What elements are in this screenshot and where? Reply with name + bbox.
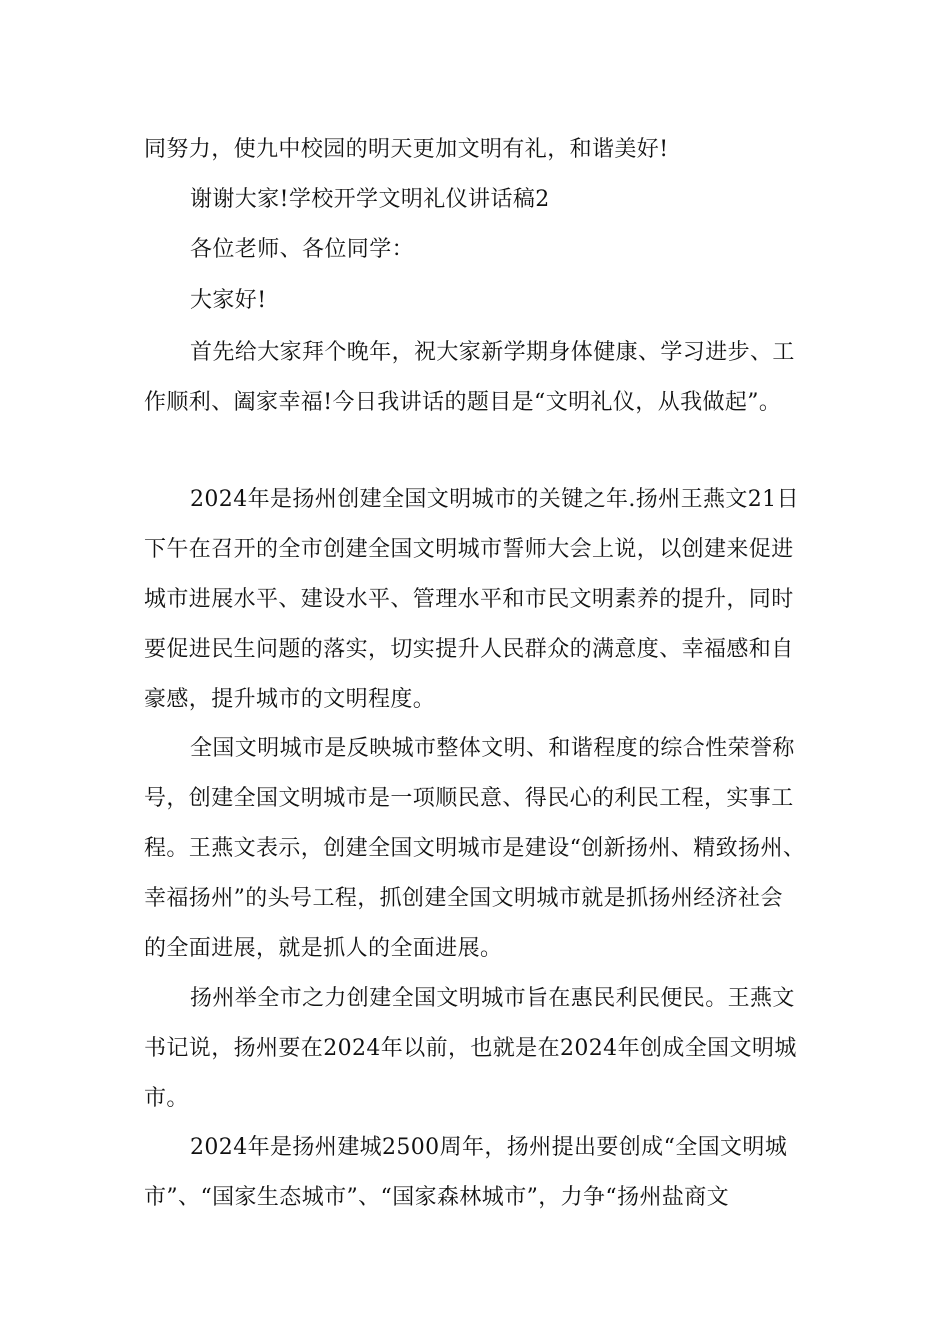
paragraph-line: 城市进展水平、建设水平、管理水平和市民文明素养的提升，同时 — [144, 587, 794, 612]
paragraph-line: 书记说，扬州要在2024年以前，也就是在2024年创成全国文明城 — [144, 1036, 797, 1061]
paragraph-line: 幸福扬州”的头号工程，抓创建全国文明城市就是抓扬州经济社会 — [144, 886, 783, 911]
paragraph-line: 市。 — [144, 1086, 189, 1111]
paragraph-line: 首先给大家拜个晚年，祝大家新学期身体健康、学习进步、工 — [190, 340, 795, 365]
paragraph-line: 市”、“国家生态城市”、“国家森林城市”，力争“扬州盐商文 — [144, 1185, 730, 1210]
paragraph-line: 豪感，提升城市的文明程度。 — [144, 687, 436, 712]
paragraph-line: 各位老师、各位同学： — [190, 237, 415, 262]
paragraph-line: 全国文明城市是反映城市整体文明、和谐程度的综合性荣誉称 — [190, 736, 795, 761]
paragraph-line: 作顺利、阖家幸福!今日我讲话的题目是“文明礼仪，从我做起”。 — [144, 390, 782, 415]
paragraph-line: 要促进民生问题的落实，切实提升人民群众的满意度、幸福感和自 — [144, 637, 794, 662]
paragraph-line: 号，创建全国文明城市是一项顺民意、得民心的利民工程，实事工 — [144, 786, 794, 811]
paragraph-line: 扬州举全市之力创建全国文明城市旨在惠民利民便民。王燕文 — [190, 986, 795, 1011]
paragraph-line: 2024年是扬州创建全国文明城市的关键之年.扬州王燕文21日 — [190, 487, 799, 512]
paragraph-line: 谢谢大家!学校开学文明礼仪讲话稿2 — [190, 187, 550, 212]
paragraph-line: 大家好! — [190, 288, 267, 313]
paragraph-line: 2024年是扬州建城2500周年，扬州提出要创成“全国文明城 — [190, 1135, 788, 1160]
paragraph-line: 下午在召开的全市创建全国文明城市誓师大会上说，以创建来促进 — [144, 537, 794, 562]
paragraph-line: 的全面进展，就是抓人的全面进展。 — [144, 936, 503, 961]
paragraph-line: 程。王燕文表示，创建全国文明城市是建设“创新扬州、精致扬州、 — [144, 836, 806, 861]
paragraph-line: 同努力，使九中校园的明天更加文明有礼，和谐美好! — [144, 137, 669, 162]
